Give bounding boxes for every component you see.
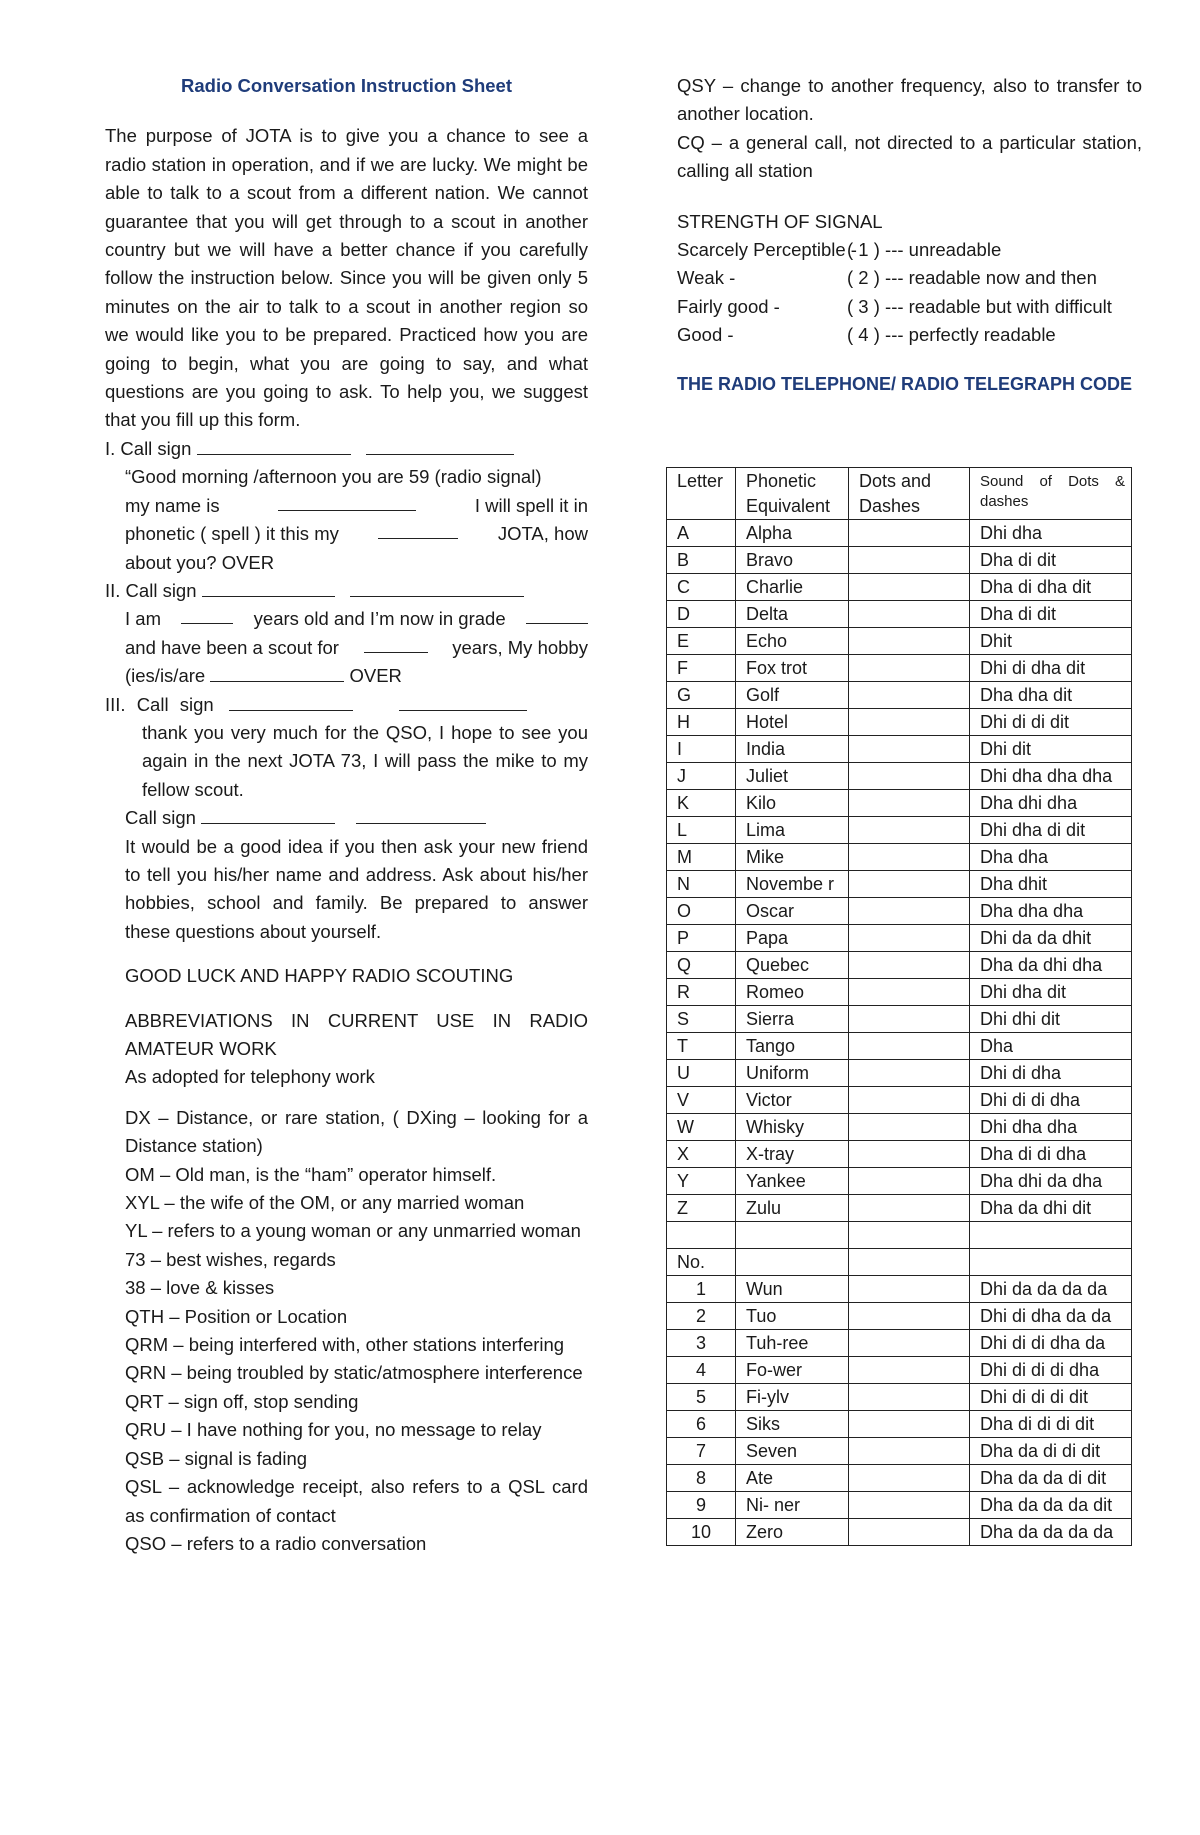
- cell-key: 1: [667, 1276, 736, 1303]
- form-i-line1: “Good morning /afternoon you are 59 (radio signal): [125, 466, 542, 488]
- abbreviation-item: QRT – sign off, stop sending: [125, 1390, 359, 1412]
- cell-key: O: [667, 898, 736, 925]
- strength-label: Good -: [677, 324, 734, 346]
- cell-dots: [849, 1384, 970, 1411]
- cell-dots: [849, 1141, 970, 1168]
- table-row: [667, 1411, 1132, 1438]
- cell-sound: [970, 1249, 1132, 1276]
- form-section-i: [105, 435, 588, 577]
- abbreviation-item: 73 – best wishes, regards: [125, 1248, 336, 1270]
- cell-phonetic: Fox trot: [736, 655, 849, 682]
- table-row: [667, 1465, 1132, 1492]
- cell-phonetic: Tango: [736, 1033, 849, 1060]
- table-row: [667, 979, 1132, 1006]
- cell-sound: Dhi di di dha da: [970, 1330, 1132, 1357]
- cell-dots: [849, 790, 970, 817]
- callsign-blank-2[interactable]: [366, 436, 514, 455]
- cell-dots: [849, 547, 970, 574]
- cell-key: [667, 1222, 736, 1249]
- cell-sound: Dha da da da da: [970, 1519, 1132, 1546]
- cell-dots: [849, 979, 970, 1006]
- form-i-line2b: I will spell it in: [474, 494, 588, 516]
- form-ii-line1b: years old and I’m now in grade: [253, 608, 506, 630]
- closing-paragraph: It would be a good idea if you then ask your new friend to tell you his/her name and address. Ask about his/her hobbies, school and family. Be prepared to answer these questions about yourself.: [125, 835, 588, 942]
- cell-phonetic: Tuo: [736, 1303, 849, 1330]
- cell-dots: [849, 1195, 970, 1222]
- cell-sound: Dha dhi da dha: [970, 1168, 1132, 1195]
- table-row: [667, 736, 1132, 763]
- cell-dots: [849, 1303, 970, 1330]
- table-row: [667, 952, 1132, 979]
- cell-key: Y: [667, 1168, 736, 1195]
- cell-sound: Dhi di di dha: [970, 1087, 1132, 1114]
- cell-dots: [849, 925, 970, 952]
- left-column: [105, 72, 588, 1558]
- cell-phonetic: Kilo: [736, 790, 849, 817]
- abbreviation-item: 38 – love & kisses: [125, 1277, 275, 1299]
- cell-key: M: [667, 844, 736, 871]
- cell-phonetic: Romeo: [736, 979, 849, 1006]
- cell-dots: [849, 709, 970, 736]
- cell-sound: Dha da da da dit: [970, 1492, 1132, 1519]
- cell-key: R: [667, 979, 736, 1006]
- strength-value: ( 1 ) --- unreadable: [847, 239, 1002, 261]
- form-section-ii: [105, 577, 588, 691]
- cell-dots: [849, 1114, 970, 1141]
- cell-dots: [849, 898, 970, 925]
- cell-key: 5: [667, 1384, 736, 1411]
- cell-sound: Dha dhi dha: [970, 790, 1132, 817]
- abbreviation-item: QRU – I have nothing for you, no message to relay: [125, 1419, 542, 1441]
- table-row: [667, 844, 1132, 871]
- strength-value: ( 3 ) --- readable but with difficult: [847, 295, 1112, 317]
- table-row: [667, 1141, 1132, 1168]
- code-table-title: THE RADIO TELEPHONE/ RADIO TELEGRAPH CODE: [677, 373, 1133, 394]
- form-ii-line3b: OVER: [349, 665, 402, 687]
- cell-sound: Dhi dha dit: [970, 979, 1132, 1006]
- cell-phonetic: Lima: [736, 817, 849, 844]
- grade-blank[interactable]: [526, 605, 588, 624]
- cell-phonetic: India: [736, 736, 849, 763]
- form-ii-label: II. Call sign: [105, 579, 197, 601]
- cell-phonetic: Wun: [736, 1276, 849, 1303]
- cell-key: 7: [667, 1438, 736, 1465]
- cell-sound: Dhi di di dit: [970, 709, 1132, 736]
- cell-key: K: [667, 790, 736, 817]
- table-header-row: [667, 468, 1132, 520]
- table-row: [667, 1519, 1132, 1546]
- form-iii-label: III. Call sign: [105, 693, 214, 715]
- cell-dots: [849, 1411, 970, 1438]
- cell-sound: Dha da dhi dha: [970, 952, 1132, 979]
- cell-phonetic: Siks: [736, 1411, 849, 1438]
- cell-phonetic: Charlie: [736, 574, 849, 601]
- cell-sound: Dhi di dha: [970, 1060, 1132, 1087]
- header-phonetic: Phonetic Equivalent: [736, 468, 849, 520]
- abbreviation-item: YL – refers to a young woman or any unmarried woman: [125, 1220, 581, 1242]
- table-row: [667, 628, 1132, 655]
- form-section-iii: [105, 691, 588, 947]
- strength-value: ( 4 ) --- perfectly readable: [847, 324, 1056, 346]
- cell-key: V: [667, 1087, 736, 1114]
- form-ii-line2b: years, My hobby: [452, 636, 588, 658]
- cell-key: X: [667, 1141, 736, 1168]
- cell-phonetic: Fi-ylv: [736, 1384, 849, 1411]
- cell-phonetic: Fo-wer: [736, 1357, 849, 1384]
- table-row: [667, 1303, 1132, 1330]
- cell-dots: [849, 763, 970, 790]
- cell-phonetic: Delta: [736, 601, 849, 628]
- cell-phonetic: Seven: [736, 1438, 849, 1465]
- name-blank[interactable]: [278, 492, 416, 511]
- form-i-line2a: my name is: [125, 494, 220, 516]
- cell-phonetic: Echo: [736, 628, 849, 655]
- cell-sound: Dha: [970, 1033, 1132, 1060]
- cell-phonetic: [736, 1222, 849, 1249]
- cell-phonetic: Oscar: [736, 898, 849, 925]
- cell-dots: [849, 1357, 970, 1384]
- abbreviation-item: QSY – change to another frequency, also to transfer to another location.: [677, 75, 1142, 125]
- table-row-number-header: [667, 1249, 1132, 1276]
- cell-sound: Dha di di di dit: [970, 1411, 1132, 1438]
- cell-key: U: [667, 1060, 736, 1087]
- table-row: [667, 763, 1132, 790]
- letters-body: [667, 520, 1132, 1222]
- table-row: [667, 574, 1132, 601]
- cell-key: I: [667, 736, 736, 763]
- abbreviation-item: QSB – signal is fading: [125, 1447, 308, 1469]
- header-sound: Sound of Dots & dashes: [970, 468, 1132, 520]
- table-row: [667, 1438, 1132, 1465]
- cell-dots: [849, 1033, 970, 1060]
- header-letter: Letter: [667, 468, 736, 520]
- form-ii-line2a: and have been a scout for: [125, 636, 339, 658]
- table-row: [667, 1276, 1132, 1303]
- cell-dots: [849, 574, 970, 601]
- callsign-blank-8[interactable]: [356, 805, 486, 824]
- callsign-blank-5[interactable]: [229, 692, 353, 711]
- number-header-label: No.: [667, 1249, 736, 1276]
- strength-title: STRENGTH OF SIGNAL: [677, 210, 883, 232]
- cell-dots: [849, 1492, 970, 1519]
- jota-blank[interactable]: [378, 520, 458, 539]
- form-i-line3b: JOTA, how: [497, 523, 588, 545]
- numbers-body: [667, 1222, 1132, 1546]
- table-row: [667, 655, 1132, 682]
- cell-dots: [849, 952, 970, 979]
- strength-row: [677, 293, 1142, 321]
- cell-dots: [849, 1438, 970, 1465]
- cell-phonetic: Victor: [736, 1087, 849, 1114]
- table-row: [667, 1384, 1132, 1411]
- callsign-blank-4[interactable]: [350, 578, 524, 597]
- cell-sound: Dhi dha dha: [970, 1114, 1132, 1141]
- cell-key: Q: [667, 952, 736, 979]
- cell-phonetic: Zulu: [736, 1195, 849, 1222]
- cell-sound: Dhi di dha dit: [970, 655, 1132, 682]
- cell-key: W: [667, 1114, 736, 1141]
- cell-sound: Dha dha: [970, 844, 1132, 871]
- cell-sound: Dha di dit: [970, 547, 1132, 574]
- cell-phonetic: Mike: [736, 844, 849, 871]
- cell-key: Z: [667, 1195, 736, 1222]
- cell-phonetic: Hotel: [736, 709, 849, 736]
- table-row-empty: [667, 1222, 1132, 1249]
- form-iii-text: thank you very much for the QSO, I hope to see you again in the next JOTA 73, I will pass the mike to my fellow scout.: [142, 721, 588, 800]
- cell-key: 2: [667, 1303, 736, 1330]
- cell-sound: Dha dha dit: [970, 682, 1132, 709]
- cell-sound: Dhi dha: [970, 520, 1132, 547]
- cell-dots: [849, 871, 970, 898]
- cell-sound: Dha dha dha: [970, 898, 1132, 925]
- cell-sound: Dha di dit: [970, 601, 1132, 628]
- cell-sound: Dhi dhi dit: [970, 1006, 1132, 1033]
- table-row: [667, 1114, 1132, 1141]
- form-i-line3a: phonetic ( spell ) it this my: [125, 523, 339, 545]
- cell-sound: Dhi di di di dit: [970, 1384, 1132, 1411]
- form-i-line4: about you? OVER: [125, 551, 275, 573]
- cell-key: C: [667, 574, 736, 601]
- table-row: [667, 547, 1132, 574]
- callsign-blank-6[interactable]: [399, 692, 527, 711]
- strength-row: [677, 236, 1142, 264]
- cell-sound: Dhi da da da da: [970, 1276, 1132, 1303]
- cell-key: L: [667, 817, 736, 844]
- cell-dots: [849, 1006, 970, 1033]
- cell-key: S: [667, 1006, 736, 1033]
- cell-key: G: [667, 682, 736, 709]
- table-row: [667, 925, 1132, 952]
- cell-key: E: [667, 628, 736, 655]
- years-blank[interactable]: [364, 634, 428, 653]
- table-row: [667, 790, 1132, 817]
- cell-key: T: [667, 1033, 736, 1060]
- strength-row: [677, 264, 1142, 292]
- age-blank[interactable]: [181, 605, 233, 624]
- strength-label: Scarcely Perceptible -: [677, 239, 857, 261]
- table-row: [667, 1195, 1132, 1222]
- cell-key: 3: [667, 1330, 736, 1357]
- abbreviation-item: QTH – Position or Location: [125, 1305, 348, 1327]
- cell-dots: [849, 1519, 970, 1546]
- abbreviation-item: DX – Distance, or rare station, ( DXing – looking for a Distance station): [125, 1106, 588, 1157]
- cell-key: 10: [667, 1519, 736, 1546]
- abbreviation-item: OM – Old man, is the “ham” operator himself.: [125, 1163, 497, 1185]
- cell-phonetic: Ate: [736, 1465, 849, 1492]
- cell-dots: [849, 1465, 970, 1492]
- cell-dots: [849, 628, 970, 655]
- cell-phonetic: X-tray: [736, 1141, 849, 1168]
- cell-sound: Dhi dit: [970, 736, 1132, 763]
- cell-sound: Dhi di dha da da: [970, 1303, 1132, 1330]
- table-row: [667, 1168, 1132, 1195]
- cell-key: P: [667, 925, 736, 952]
- cell-key: A: [667, 520, 736, 547]
- cell-key: N: [667, 871, 736, 898]
- strength-label: Weak -: [677, 267, 736, 289]
- cell-phonetic: Whisky: [736, 1114, 849, 1141]
- cell-phonetic: Novembe r: [736, 871, 849, 898]
- sheet-title: Radio Conversation Instruction Sheet: [181, 75, 512, 96]
- cell-sound: Dhi di di di dha: [970, 1357, 1132, 1384]
- table-row: [667, 817, 1132, 844]
- code-table: [666, 467, 1132, 1546]
- table-row: [667, 1060, 1132, 1087]
- table-row: [667, 871, 1132, 898]
- cell-sound: Dha da da di dit: [970, 1465, 1132, 1492]
- cell-dots: [849, 844, 970, 871]
- cell-phonetic: Sierra: [736, 1006, 849, 1033]
- cell-dots: [849, 520, 970, 547]
- table-row: [667, 1087, 1132, 1114]
- strength-label: Fairly good -: [677, 295, 780, 317]
- abbreviations-subheading: As adopted for telephony work: [125, 1066, 375, 1088]
- right-column: [677, 72, 1142, 398]
- cell-phonetic: Bravo: [736, 547, 849, 574]
- cell-sound: Dhi dha dha dha: [970, 763, 1132, 790]
- cell-dots: [849, 682, 970, 709]
- cell-sound: Dha da di di dit: [970, 1438, 1132, 1465]
- form-i-label: I. Call sign: [105, 437, 192, 459]
- form-ii-line3a: (ies/is/are: [125, 665, 206, 687]
- cell-phonetic: Tuh-ree: [736, 1330, 849, 1357]
- abbreviation-item: QRM – being interfered with, other stations interfering: [125, 1334, 565, 1356]
- cell-key: F: [667, 655, 736, 682]
- cell-phonetic: Juliet: [736, 763, 849, 790]
- abbreviations-heading: ABBREVIATIONS IN CURRENT USE IN RADIO AMATEUR WORK: [125, 1009, 588, 1059]
- cell-key: B: [667, 547, 736, 574]
- cell-sound: Dhi da da dhit: [970, 925, 1132, 952]
- cell-phonetic: Papa: [736, 925, 849, 952]
- table-row: [667, 1330, 1132, 1357]
- cell-dots: [849, 736, 970, 763]
- cell-key: J: [667, 763, 736, 790]
- table-row: [667, 682, 1132, 709]
- cell-dots: [849, 1276, 970, 1303]
- cell-dots: [849, 1087, 970, 1114]
- table-row: [667, 520, 1132, 547]
- cell-sound: Dha di di dha: [970, 1141, 1132, 1168]
- cell-dots: [849, 601, 970, 628]
- cell-dots: [849, 817, 970, 844]
- cell-phonetic: Quebec: [736, 952, 849, 979]
- strength-value: ( 2 ) --- readable now and then: [847, 267, 1097, 289]
- cell-sound: Dha da dhi dit: [970, 1195, 1132, 1222]
- cell-sound: Dhi dha di dit: [970, 817, 1132, 844]
- cell-phonetic: Ni- ner: [736, 1492, 849, 1519]
- cell-dots: [849, 1249, 970, 1276]
- callsign-blank-1[interactable]: [197, 436, 351, 455]
- cell-key: 4: [667, 1357, 736, 1384]
- table-row: [667, 1357, 1132, 1384]
- cell-key: 9: [667, 1492, 736, 1519]
- cell-key: H: [667, 709, 736, 736]
- cell-phonetic: Golf: [736, 682, 849, 709]
- cell-key: D: [667, 601, 736, 628]
- table-row: [667, 709, 1132, 736]
- form-ii-line1a: I am: [125, 608, 161, 630]
- table-row: [667, 1492, 1132, 1519]
- table-row: [667, 601, 1132, 628]
- cell-key: 8: [667, 1465, 736, 1492]
- table-row: [667, 1033, 1132, 1060]
- cell-dots: [849, 1060, 970, 1087]
- abbreviation-item: QRN – being troubled by static/atmosphere interference: [125, 1362, 583, 1384]
- cell-phonetic: [736, 1249, 849, 1276]
- cell-dots: [849, 1330, 970, 1357]
- abbreviation-item: XYL – the wife of the OM, or any married woman: [125, 1192, 525, 1214]
- cell-key: 6: [667, 1411, 736, 1438]
- cell-dots: [849, 655, 970, 682]
- table-row: [667, 898, 1132, 925]
- cell-phonetic: Yankee: [736, 1168, 849, 1195]
- cell-dots: [849, 1168, 970, 1195]
- good-luck-text: GOOD LUCK AND HAPPY RADIO SCOUTING: [125, 965, 514, 987]
- cell-dots: [849, 1222, 970, 1249]
- cell-phonetic: Zero: [736, 1519, 849, 1546]
- cell-sound: Dhit: [970, 628, 1132, 655]
- abbreviation-item: QSO – refers to a radio conversation: [125, 1532, 427, 1554]
- header-dots: Dots and Dashes: [849, 468, 970, 520]
- abbreviation-item: QSL – acknowledge receipt, also refers to a QSL card as confirmation of contact: [125, 1476, 588, 1526]
- cell-sound: [970, 1222, 1132, 1249]
- strength-list: [677, 236, 1142, 350]
- callsign-blank-3[interactable]: [202, 578, 335, 597]
- cell-phonetic: Alpha: [736, 520, 849, 547]
- callsign-label: Call sign: [125, 807, 196, 829]
- abbreviations-list: [105, 1104, 588, 1559]
- hobby-blank[interactable]: [210, 663, 344, 682]
- intro-paragraph: The purpose of JOTA is to give you a chance to see a radio station in operation, and if we are lucky. We might be able to talk to a scout from a different nation. We cannot guarantee that you will get through to a scout in another country but we will have a better chance if you carefully follow the instruction below. Since you will be given only 5 minutes on the air to talk to a scout in another region so we would like you to be prepared. Practiced how you are going to begin, what you are going to say, and what questions are you going to ask. To help you, we suggest that you fill up this form.: [105, 125, 588, 431]
- abbreviation-item: CQ – a general call, not directed to a particular station, calling all station: [677, 131, 1142, 182]
- strength-row: [677, 321, 1142, 349]
- table-row: [667, 1006, 1132, 1033]
- cell-sound: Dha dhit: [970, 871, 1132, 898]
- callsign-blank-7[interactable]: [201, 805, 335, 824]
- cell-phonetic: Uniform: [736, 1060, 849, 1087]
- cell-sound: Dha di dha dit: [970, 574, 1132, 601]
